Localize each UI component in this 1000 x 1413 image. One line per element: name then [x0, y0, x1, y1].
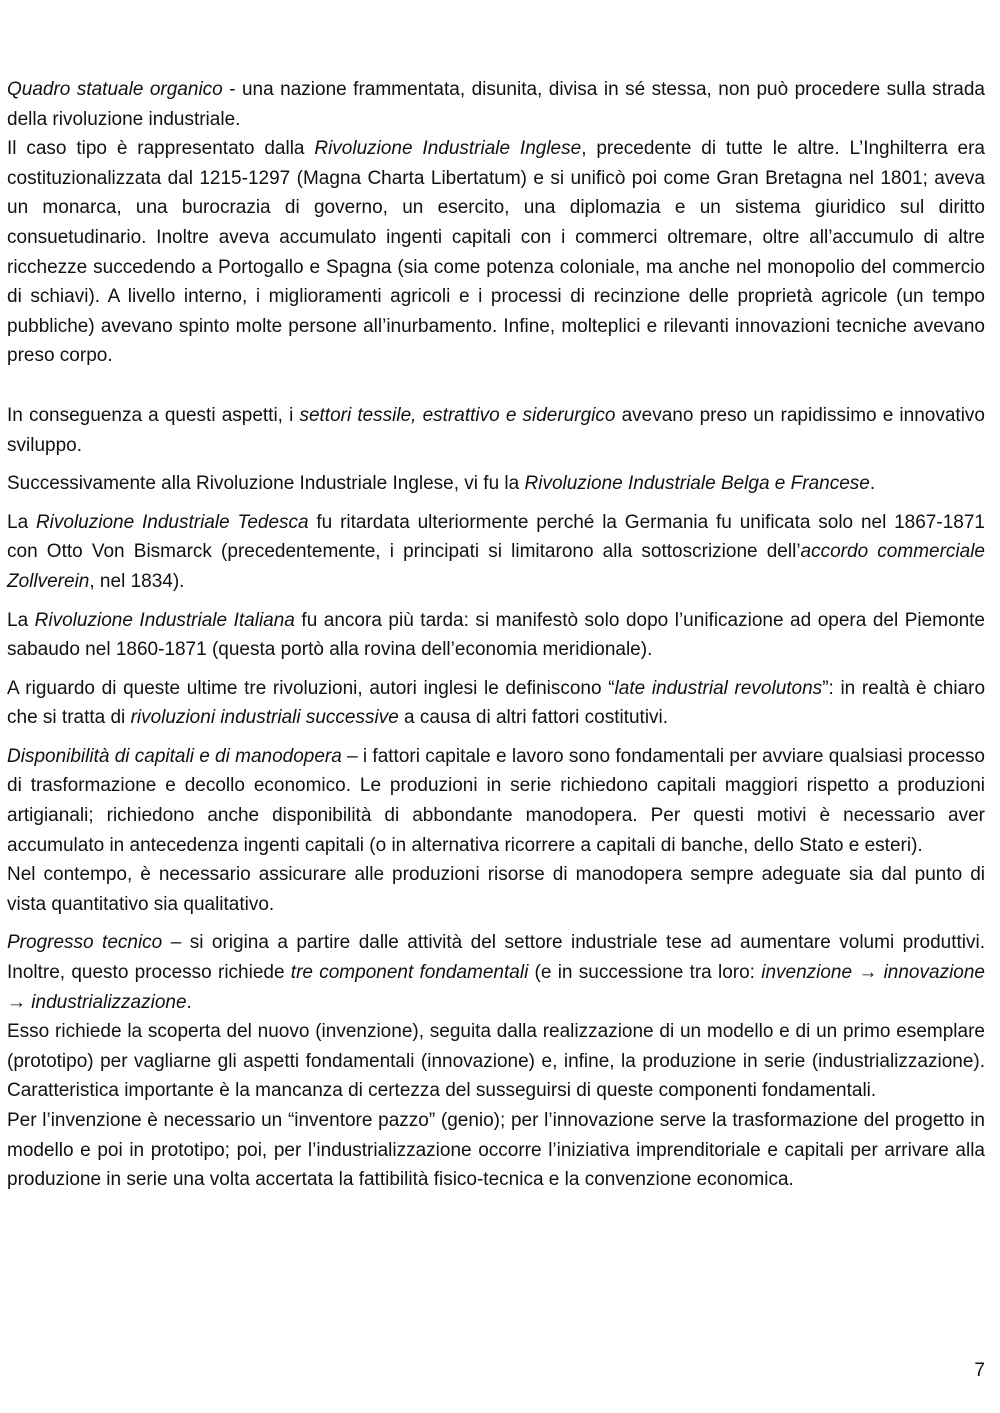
paragraph-progresso-tecnico — [7, 928, 985, 1017]
text-segment: , precedente di tutte le altre. L’Inghilterra era costituzionalizzata dal 1215-1297 (Magna Charta Libertatum) e si unificò poi come Gran Bretagna nel 1801; aveva un monarca, una burocrazia di governo, un esercito, una diplomazia e un sistema giuridico sul diritto consuetudinario. Inoltre aveva accumulato ingenti capitali con i commerci oltremare, oltre all’accumulo di altre ricchezze succedendo a Portogallo e Spagna (sia come potenza coloniale, ma anche nel monopolio del commercio di schiavi). A livello interno, i miglioramenti agricoli e i processi di recinzione delle proprietà agricole (un tempo pubbliche) avevano spinto molte persone all’inurbamento. Infine, molteplici e rilevanti innovazioni tecniche avevano preso corpo. — [7, 138, 985, 367]
text-segment: Esso richiede la scoperta del nuovo (invenzione), seguita dalla realizzazione di un modello e di un primo esemplare (prototipo) per vagliarne gli aspetti fondamentali (innovazione) e, infine, la produzione in serie (industrializzazione). Caratteristica importante è la mancanza di certezza del susseguirsi di queste componenti fondamentali. — [7, 1021, 985, 1102]
paragraph-italiana — [7, 606, 985, 665]
italic-text-segment: late industrial revolutons — [614, 677, 823, 699]
italic-text-segment: accordo commerciale Zollverein — [7, 541, 985, 592]
text-segment: A riguardo di queste ultime tre rivoluzioni, autori inglesi le definiscono “ — [7, 677, 615, 699]
text-segment: . — [186, 991, 192, 1013]
italic-text-segment: invenzione → innovazione → industrializzazione — [7, 962, 985, 1013]
text-segment: . — [869, 473, 876, 495]
text-segment: La — [7, 511, 36, 533]
text-segment: fu ritardata ulteriormente perché la Germania fu unificata solo nel 1867-1871 con Otto Von Bismarck (precedentemente, i principati si limitarono alla sottoscrizione dell’ — [7, 511, 985, 563]
paragraph-inventore — [7, 1106, 985, 1195]
italic-text-segment: Rivoluzione Industriale Belga e Francese — [524, 473, 870, 495]
text-segment: – si origina a partire dalle attività del settore industriale tese ad aumentare volumi produttivi. Inoltre, questo processo richiede — [7, 932, 986, 984]
paragraph-caso-inglese — [7, 134, 985, 371]
text-segment: In conseguenza a questi aspetti, i — [7, 404, 300, 426]
italic-text-segment: Rivoluzione Industriale Italiana — [34, 609, 295, 631]
text-segment: Successivamente alla Rivoluzione Industriale Inglese, vi fu la — [7, 473, 525, 495]
page-number: 7 — [974, 1360, 985, 1381]
text-segment: Nel contempo, è necessario assicurare alle produzioni risorse di manodopera sempre adeguate sia dal punto di vista quantitativo sia qualitativo. — [7, 864, 985, 915]
italic-text-segment: settori tessile, estrattivo e siderurgico — [299, 404, 616, 426]
paragraph-belga-francese — [7, 469, 985, 499]
italic-text-segment: Rivoluzione Industriale Tedesca — [35, 511, 309, 533]
text-segment: Per l’invenzione è necessario un “inventore pazzo” (genio); per l’innovazione serve la trasformazione del progetto in modello e poi in prototipo; poi, per l’industrializzazione occorre l’iniziativa imprenditoriale e capitali per arrivare alla produzione in serie una volta accertata la fattibilità fisico-tecnica e la convenzione economica. — [7, 1110, 985, 1191]
paragraph-settori — [7, 401, 985, 460]
paragraph-disponibilita-capitali — [7, 742, 985, 860]
paragraph-manodopera — [7, 860, 985, 919]
paragraph-scoperta-nuovo — [7, 1017, 985, 1106]
italic-text-segment: Quadro statuale organico — [7, 79, 223, 100]
paragraph-tedesca — [7, 508, 985, 597]
text-segment: – i fattori capitale e lavoro sono fondamentali per avviare qualsiasi processo di trasformazione e decollo economico. Le produzioni in serie richiedono capitali maggiori rispetto a produzioni artigianali; richiedono anche disponibilità di abbondante manodopera. Per questi motivi è necessario aver accumulato in antecedenza ingenti capitali (o in alternativa ricorrere a capitali di banche, dello Stato e esteri). — [7, 745, 986, 856]
italic-text-segment: Rivoluzione Industriale Inglese — [314, 138, 582, 160]
text-segment: a causa di altri fattori costitutivi. — [398, 707, 669, 729]
text-segment: , nel 1834). — [89, 570, 185, 592]
text-segment: - una nazione frammentata, disunita, divisa in sé stessa, non può procedere sulla strada della rivoluzione industriale. — [7, 79, 985, 130]
text-segment: fu ancora più tarda: si manifestò solo dopo l’unificazione ad opera del Piemonte sabaudo nel 1860-1871 (questa portò alla rovina dell’economia meridionale). — [7, 609, 985, 661]
text-segment: Il caso tipo è rappresentato dalla — [7, 138, 315, 160]
text-segment: (e in successione tra loro: — [528, 962, 762, 984]
paragraph-quadro-statuale — [7, 75, 985, 134]
text-segment: ”: in realtà è chiaro che si tratta di — [7, 677, 986, 729]
text-segment: La — [7, 609, 35, 631]
italic-text-segment: rivoluzioni industriali successive — [130, 707, 399, 729]
page-body — [7, 75, 985, 1195]
italic-text-segment: Progresso tecnico — [7, 932, 163, 954]
paragraph-late-revolutions — [7, 674, 985, 733]
text-segment: avevano preso un rapidissimo e innovativo sviluppo. — [7, 404, 985, 456]
italic-text-segment: Disponibilità di capitali e di manodopera — [7, 745, 342, 767]
italic-text-segment: tre component fondamentali — [290, 962, 529, 984]
